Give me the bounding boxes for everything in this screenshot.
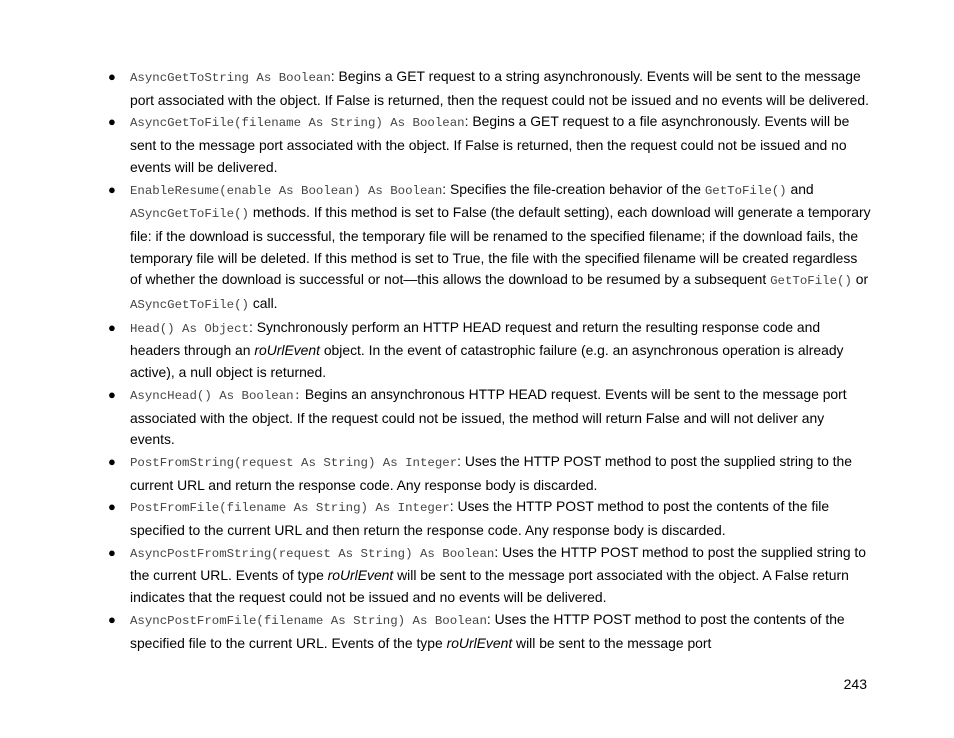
method-description: will be sent to the message port — [512, 634, 712, 651]
bullet-icon: ● — [108, 114, 116, 130]
method-list — [108, 66, 872, 654]
list-item-async-head — [108, 384, 872, 451]
method-signature: AsyncPostFromString(request As String) As Boolean — [130, 546, 495, 561]
list-item-async-get-to-file — [108, 111, 872, 178]
object-name: roUrlEvent — [327, 567, 394, 584]
method-description: object. In the event of catastrophic failure (e.g. an asynchronous operation is already active), a null object is returned. — [130, 342, 844, 381]
method-signature: PostFromFile(filename As String) As Integer — [130, 501, 450, 516]
method-description: : Uses the HTTP POST method to post the supplied string to the current URL. Events of type — [130, 543, 866, 584]
method-description: : Begins a GET request to a string asynchronously. Events will be sent to the message port associated with the object. If False is returned, then the request could not be issued and no events will be delivered. — [130, 68, 869, 108]
method-description: : Specifies the file-creation behavior of the — [442, 180, 705, 197]
method-signature: AsyncGetToString As Boolean — [130, 71, 331, 85]
method-description: : Uses the HTTP POST method to post the contents of the file specified to the current URL and then return the response code. Any response body is discarded. — [130, 498, 830, 539]
bullet-icon: ● — [108, 453, 116, 469]
list-item-post-from-file — [108, 496, 872, 541]
method-signature: AsyncGetToFile(filename As String) As Boolean — [130, 116, 465, 131]
inline-code: ASyncGetToFile() — [130, 207, 249, 222]
bullet-icon: ● — [108, 611, 116, 627]
list-item-async-get-to-string — [108, 66, 872, 111]
list-item-async-post-from-file — [108, 609, 872, 654]
object-name: roUrlEvent — [254, 342, 320, 359]
method-description: : Uses the HTTP POST method to post the contents of the specified file to the current URL. Events of the type — [130, 610, 845, 651]
method-signature: EnableResume(enable As Boolean) As Boolean — [130, 183, 443, 198]
method-description: Begins an ansynchronous HTTP HEAD request. Events will be sent to the message port associated with the object. If the request could not be issued, the method will return False and will not deliver any events. — [130, 385, 847, 448]
method-description: methods. If this method is set to False (the default setting), each download will generate a temporary file: if the download is successful, the temporary file will be renamed to the specified filename; if the download fails, the temporary file will be deleted. If this method is set to True, the file with the specified filename will be created regardless of whether the download is successful or not—this allows the download to be resumed by a subsequent — [130, 204, 871, 288]
list-item-head — [108, 317, 872, 384]
list-item-enable-resume — [108, 179, 872, 317]
method-description: or — [851, 271, 869, 288]
method-description: : Uses the HTTP POST method to post the supplied string to the current URL and return the response code. Any response body is discarded. — [130, 452, 852, 493]
method-signature: AsyncHead() As Boolean: — [130, 388, 302, 403]
bullet-icon: ● — [108, 181, 116, 197]
method-description: will be sent to the message port associated with the object. A False return indicates that the request could not be issued and no events will be delivered. — [130, 567, 849, 606]
bullet-icon: ● — [108, 319, 116, 335]
list-item-post-from-string — [108, 451, 872, 496]
method-signature: Head() As Object — [130, 321, 249, 336]
bullet-icon: ● — [108, 544, 116, 560]
method-signature: AsyncPostFromFile(filename As String) As Boolean — [130, 613, 487, 628]
inline-code: GetToFile() — [704, 183, 787, 198]
bullet-icon: ● — [108, 69, 116, 84]
method-description: : Synchronously perform an HTTP HEAD request and return the resulting response code and headers through an — [130, 318, 821, 359]
method-description: call. — [248, 295, 278, 312]
method-description: and — [786, 180, 814, 197]
method-description: : Begins a GET request to a file asynchronously. Events will be sent to the message port associated with the object. If False is returned, then the request could not be issued and no events will be delivered. — [130, 113, 850, 175]
inline-code: ASyncGetToFile() — [130, 298, 249, 313]
bullet-icon: ● — [108, 499, 116, 515]
method-signature: PostFromString(request As String) As Integer — [130, 455, 458, 470]
page-number: 243 — [843, 676, 867, 692]
list-item-async-post-from-string — [108, 542, 872, 609]
inline-code: GetToFile() — [770, 274, 852, 289]
object-name: roUrlEvent — [446, 634, 513, 651]
bullet-icon: ● — [108, 386, 116, 402]
